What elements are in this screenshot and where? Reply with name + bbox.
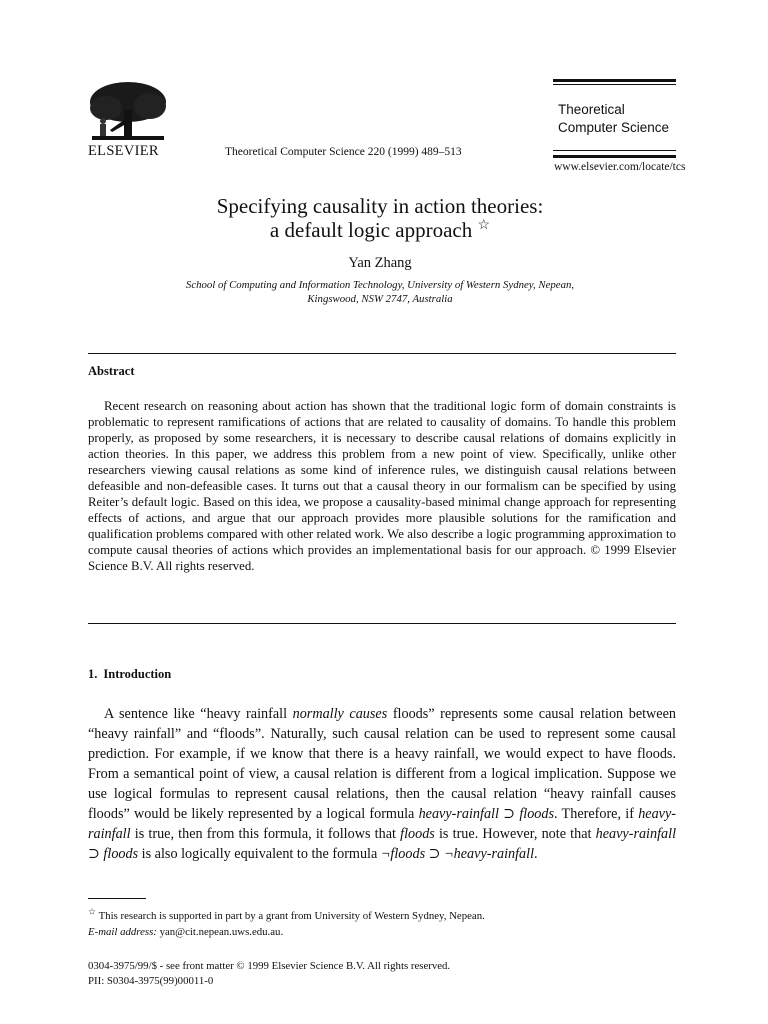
intro-text: A sentence like “heavy rainfall bbox=[104, 706, 293, 722]
footnote-support-text: This research is supported in part by a grant from University of Western Sydney, Nepean. bbox=[96, 910, 485, 922]
intro-text: . bbox=[534, 846, 538, 862]
article-title bbox=[84, 194, 676, 242]
author-affiliation bbox=[84, 278, 676, 306]
journal-citation: Theoretical Computer Science 220 (1999) 489–513 bbox=[225, 146, 462, 158]
journal-name-line: Theoretical bbox=[558, 102, 625, 117]
front-matter-line: 0304-3975/99/$ - see front matter © 1999 Elsevier Science B.V. All rights reserved. bbox=[88, 960, 451, 972]
intro-text: is true. However, note that bbox=[434, 826, 596, 842]
abstract-bottom-rule bbox=[88, 623, 676, 624]
footnote-star-icon[interactable]: ☆ bbox=[477, 218, 491, 233]
journal-rule bbox=[553, 79, 676, 82]
intro-formula: ¬floods ⊃ ¬heavy-rainfall bbox=[380, 846, 535, 862]
publisher-name: ELSEVIER bbox=[88, 143, 159, 159]
title-line-text: a default logic approach bbox=[269, 218, 473, 242]
pii-line: PII: S0304-3975(99)00011-0 bbox=[88, 975, 214, 987]
intro-formula: heavy-rainfall ⊃ floods bbox=[88, 826, 677, 862]
abstract-heading: Abstract bbox=[88, 364, 135, 378]
intro-text: . Therefore, if bbox=[554, 806, 639, 822]
email-label: E-mail address: bbox=[88, 926, 157, 938]
footnote-support bbox=[88, 908, 676, 924]
footnote bbox=[88, 908, 676, 940]
intro-emphasis: normally causes bbox=[292, 706, 388, 722]
abstract-top-rule bbox=[88, 353, 676, 354]
intro-text: floods” represents some causal relation between “heavy rainfall” and “floods”. Naturally, such causal relation can be used to represent some causal prediction. For example, if we know that there is a heavy rainfall, we would expect to have floods. From a semantical point of view, a causal relation is different from a logical implication. Suppose we use logical formulas to represent causal relations, then the causal relation “heavy rainfall causes floods” would be likely represented by a logical formula bbox=[88, 706, 676, 822]
affiliation-line: School of Computing and Information Technology, University of Western Sydney, Nepean, bbox=[185, 279, 575, 291]
intro-formula: heavy-rainfall bbox=[88, 806, 676, 842]
email-address[interactable]: yan@cit.nepean.uws.edu.au. bbox=[156, 926, 284, 938]
abstract-text: Recent research on reasoning about action has shown that the traditional logic form of domain constraints is problematic to represent ramifications of actions that are related to causality of domains. To handle this problem properly, as proposed by some researchers, it is necessary to describe causal relations of domains explicitly in action theories. In this paper, we address this problem from a new point of view. Specifically, unlike other researchers viewing causal relations as some kind of inference rules, we distinguish causal relations between defeasible and non-defeasible cases. It turns out that a causal theory in our formalism can be specified by using Reiter’s default logic. Based on this idea, we propose a causality-based minimal change approach for representing effects of actions, and argue that our approach provides more plausible solutions for the ramification and qualification problems compared with other related work. We also describe a logic programming approximation to compute causal theories of actions which provides an implementational basis for our approach. © 1999 Elsevier Science B.V. All rights reserved. bbox=[88, 399, 676, 573]
journal-name bbox=[558, 101, 669, 137]
intro-text: is also logically equivalent to the formula bbox=[138, 846, 381, 862]
section-number: 1. bbox=[88, 667, 98, 681]
footnote-star-icon: ☆ bbox=[88, 906, 97, 917]
journal-rule bbox=[553, 150, 676, 151]
journal-rule bbox=[553, 84, 676, 85]
journal-url[interactable]: www.elsevier.com/locate/tcs bbox=[554, 161, 686, 173]
author-name: Yan Zhang bbox=[348, 255, 412, 271]
elsevier-tree-logo-icon bbox=[86, 80, 170, 144]
intro-text: is true, then from this formula, it follows that bbox=[130, 826, 401, 842]
title-line: Specifying causality in action theories: bbox=[216, 194, 544, 218]
section-heading bbox=[88, 667, 177, 682]
section-title: Introduction bbox=[103, 667, 172, 681]
intro-formula: floods bbox=[400, 826, 435, 842]
journal-name-line: Computer Science bbox=[558, 120, 670, 135]
title-line-2 bbox=[84, 218, 676, 242]
intro-formula: heavy-rainfall ⊃ floods bbox=[418, 806, 555, 822]
journal-rule bbox=[553, 155, 676, 158]
intro-paragraph bbox=[88, 704, 676, 864]
affiliation-line: Kingswood, NSW 2747, Australia bbox=[307, 293, 453, 305]
front-matter bbox=[88, 959, 676, 989]
footnote-email bbox=[88, 924, 676, 940]
footnote-rule bbox=[88, 898, 146, 899]
